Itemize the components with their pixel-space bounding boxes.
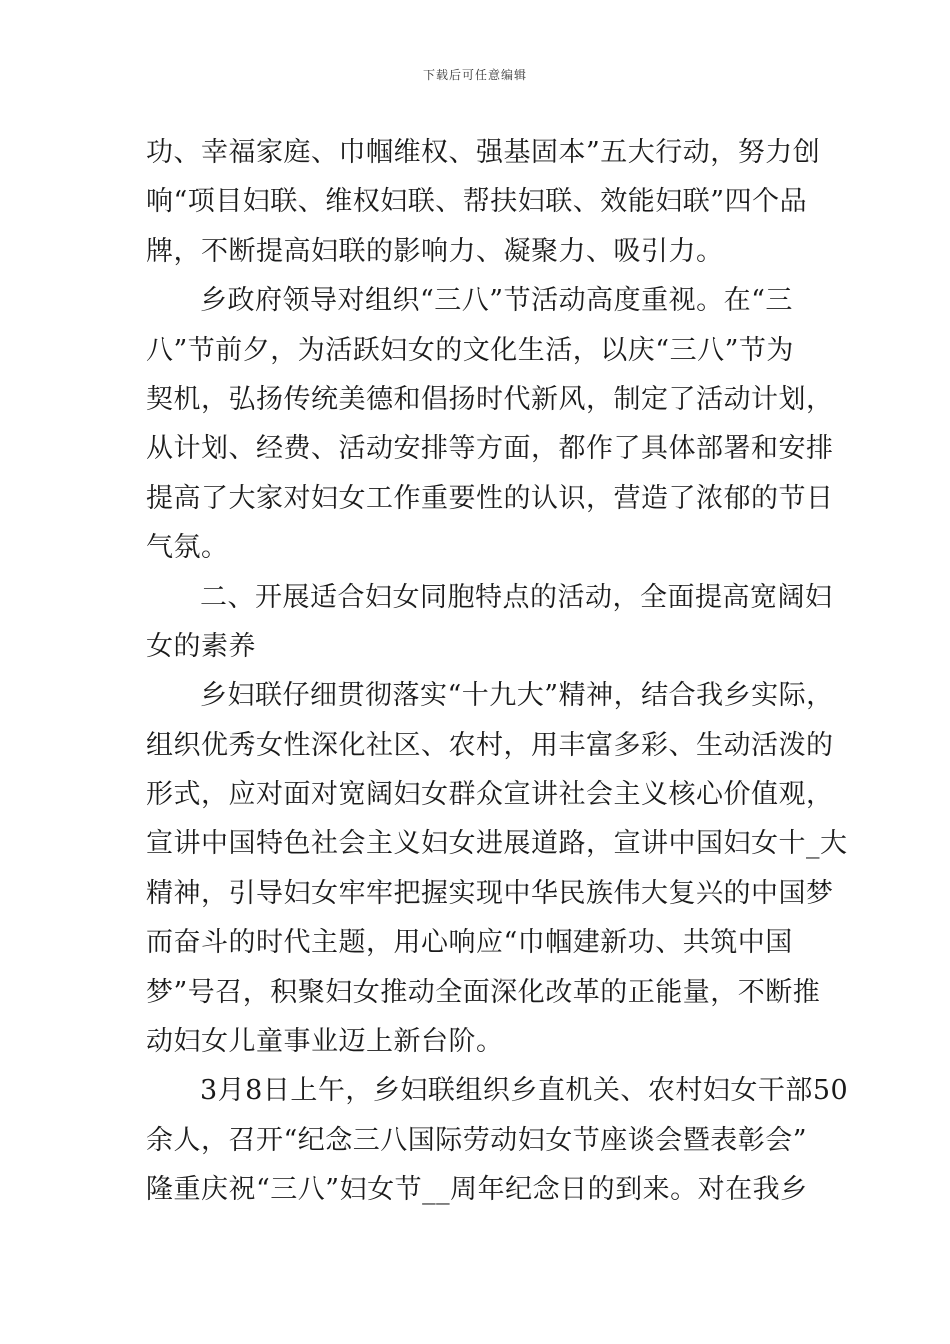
text-line: 宣讲中国特色社会主义妇女进展道路，宣讲中国妇女十_大	[146, 828, 848, 860]
text-line: 从计划、经费、活动安排等方面，都作了具体部署和安排	[146, 433, 834, 465]
text-line: 功、幸福家庭、巾帼维权、强基固本”五大行动，努力创	[146, 137, 821, 168]
text-line: 梦”号召，积聚妇女推动全面深化改革的正能量，不断推	[146, 976, 821, 1008]
text-line: 动妇女儿童事业迈上新台阶。	[146, 1026, 504, 1058]
text-line: 余人，召开“纪念三八国际劳动妇女节座谈会暨表彰会”	[146, 1124, 808, 1156]
text-line: 提高了大家对妇女工作重要性的认识，营造了浓郁的节日	[146, 482, 834, 514]
text-line: 乡妇联仔细贯彻落实“十九大”精神，结合我乡实际，	[200, 680, 834, 712]
text-line: 气氛。	[146, 532, 229, 564]
text-line: 响“项目妇联、维权妇联、帮扶妇联、效能妇联”四个品	[146, 186, 808, 218]
page-header: 下载后可任意编辑	[422, 68, 527, 82]
text-line: 3月8日上午，乡妇联组织乡直机关、农村妇女干部50	[200, 1075, 849, 1107]
text-line: 精神，引导妇女牢牢把握实现中华民族伟大复兴的中国梦	[146, 877, 834, 909]
text-line: 八”节前夕，为活跃妇女的文化生活，以庆“三八”节为	[146, 334, 794, 366]
text-line: 牌，不断提高妇联的影响力、凝聚力、吸引力。	[146, 235, 724, 267]
text-line: 组织优秀女性深化社区、农村，用丰富多彩、生动活泼的	[146, 729, 834, 761]
text-line: 隆重庆祝“三八”妇女节__周年纪念日的到来。对在我乡	[146, 1174, 808, 1206]
document-body	[146, 128, 849, 1215]
text-line: 形式，应对面对宽阔妇女群众宣讲社会主义核心价值观，	[146, 779, 834, 811]
text-line: 乡政府领导对组织“三八”节活动高度重视。在“三	[200, 285, 793, 317]
text-line: 二、开展适合妇女同胞特点的活动，全面提高宽阔妇	[200, 581, 833, 613]
text-line: 而奋斗的时代主题，用心响应“巾帼建新功、共筑中国	[146, 927, 793, 959]
text-line: 女的素养	[146, 630, 256, 662]
text-line: 契机，弘扬传统美德和倡扬时代新风，制定了活动计划，	[146, 383, 834, 415]
